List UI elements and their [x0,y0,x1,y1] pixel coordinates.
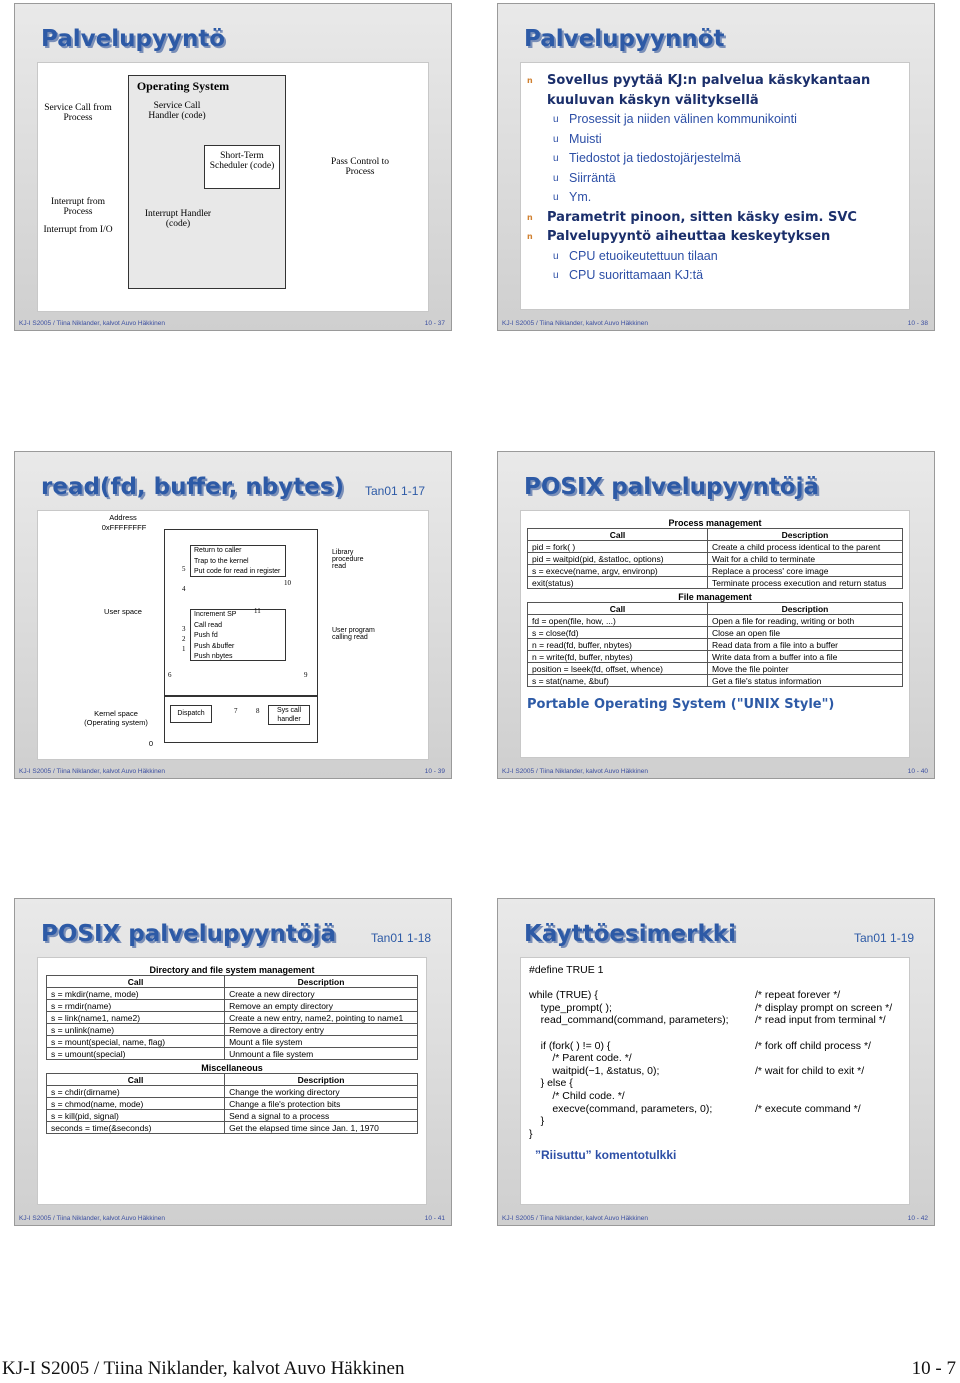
table-cell: Remove a directory entry [225,1024,418,1036]
code-text: #define TRUE 1 [529,964,604,976]
code-comment: /* wait for child to exit */ [755,1064,865,1077]
table-row [528,675,903,687]
code-line [529,1014,901,1027]
table-cell: Remove an empty directory [225,1000,418,1012]
trap-to-kernel: Trap to the kernel [194,557,249,565]
bullet-item: u Siirräntä [521,169,909,189]
slide-title: Käyttöesimerkki [524,921,736,947]
library-procedure-label: Library procedure read [332,549,364,570]
table-cell: Change a file's protection bits [225,1098,418,1110]
code-text: if (fork( ) != 0) { [529,1039,611,1052]
slide-content [520,62,910,310]
slide-tag: Tan01 1-19 [854,931,915,945]
code-note: ”Riisuttu” komentotulkki [535,1148,677,1163]
table-cell: s = execve(name, argv, environp) [528,565,708,577]
table-cell: Open a file for reading, writing or both [708,615,903,627]
table-row [528,553,903,565]
step-6: 6 [168,671,172,679]
code-text: read_command(command, parameters); [529,1014,729,1027]
table-cell: s = link(name1, name2) [47,1012,225,1024]
table-cell: s = stat(name, &buf) [528,675,708,687]
table-row [528,565,903,577]
user-program-box [190,609,286,661]
user-space-label: User space [104,607,142,616]
bullet-item: u Prosessit ja niiden välinen kommunikointi [521,110,909,130]
slide-title: Palvelupyynnöt [524,26,725,52]
step-4: 4 [182,585,186,593]
code-text: } else { [529,1077,573,1090]
table-cell: Unmount a file system [225,1048,418,1060]
step-2: 2 [182,635,186,643]
slide-content [37,510,429,760]
interrupt-handler: Interrupt Handler (code) [144,209,212,229]
table-row [528,663,903,675]
table-cell: exit(status) [528,577,708,589]
code-line [529,1040,901,1053]
step-5: 5 [182,565,186,573]
table-cell: pid = fork( ) [528,541,708,553]
table-row [528,577,903,589]
table-cell: Write data from a buffer into a file [708,651,903,663]
code-text: /* Parent code. */ [529,1052,632,1065]
table-cell: s = mount(special, name, flag) [47,1036,225,1048]
table-caption: Process management [668,518,762,528]
table-cell: s = kill(pid, signal) [47,1110,225,1122]
table-cell: Replace a process' core image [708,565,903,577]
put-code: Put code for read in register [194,568,281,575]
table-caption: File management [678,592,752,602]
push-nbytes: Push nbytes [194,653,233,660]
page-footer-left: KJ-I S2005 / Tiina Niklander, kalvot Auvo Häkkinen [2,1358,405,1379]
slide-title: POSIX palvelupyyntöjä [41,921,337,947]
code-comment: /* display prompt on screen */ [755,1001,893,1014]
code-line [529,1077,901,1090]
diagram-label-service-call: Service Call from Process [44,103,112,123]
table-row [528,651,903,663]
table-caption: Directory and file system management [149,965,315,975]
code-text: /* Child code. */ [529,1089,625,1102]
table-header: Description [708,603,903,615]
bullet-item: u CPU suorittamaan KJ:tä [521,266,909,286]
table-cell: s = chdir(dirname) [47,1086,225,1098]
slide-title: read(fd, buffer, nbytes) [41,474,345,500]
slide-42: Käyttöesimerkki Tan01 1-19 #define TRUE 1 while (TRUE) { /* repeat forever */ type_prompt( ); /* display prompt on screen */ read_command(command, parameters); /* read input from terminal */ if (fork( ) != 0) { /* fork off child process */ /* Parent code. */ waitpid(−1, &status, 0); /* wait for child to exit */ } else { /* Child code. */ execve(command, parameters, 0); /* execute command */ } } ”Riisuttu” komentotulkki KJ-I S2005 / Tiina Niklander, kalvot Auvo Häkkinen 10 - 42 [497,898,935,1226]
table-row [47,1000,418,1012]
slide-note: Portable Operating System ("UNIX Style") [527,697,835,712]
table-cell: s = rmdir(name) [47,1000,225,1012]
table-header: Description [708,529,903,541]
code-text: } [529,1127,533,1140]
syscall-table [46,975,418,1060]
push-buffer: Push &buffer [194,642,235,650]
code-line [529,1002,901,1015]
table-cell: Get the elapsed time since Jan. 1, 1970 [225,1122,418,1134]
code-line [529,1027,901,1040]
table-cell: Read data from a file into a buffer [708,639,903,651]
code-comment: /* read input from terminal */ [755,1014,886,1027]
bullet-item: n Parametrit pinoon, sitten käsky esim. SVC [521,208,909,228]
table-header: Description [225,1074,418,1086]
address-label: Address [109,513,137,522]
table-cell: s = unlink(name) [47,1024,225,1036]
dispatch-label: Dispatch [177,710,205,717]
table-cell: Change the working directory [225,1086,418,1098]
code-line [529,989,901,1002]
table-row [528,615,903,627]
table-cell: Close an open file [708,627,903,639]
table-header: Call [528,603,708,615]
table-row [528,541,903,553]
syscall-table [527,528,903,589]
table-row [47,1098,418,1110]
code-line [529,1115,901,1128]
increment-sp: Increment SP [194,611,237,618]
bullet-item: u CPU etuoikeutettuun tilaan [521,247,909,267]
table-header: Call [47,1074,225,1086]
slide-tag: Tan01 1-18 [371,931,432,945]
table-cell: Create a child process identical to the parent [708,541,903,553]
bullet-item: u Tiedostot ja tiedostojärjestelmä [521,149,909,169]
code-comment: /* fork off child process */ [755,1039,871,1052]
table-row [47,1086,418,1098]
table-cell: Create a new entry, name2, pointing to name1 [225,1012,418,1024]
slide-39: read(fd, buffer, nbytes) Tan01 1-17 Address 0xFFFFFFFF User space Kernel space (Operating system) 0 Return to caller Trap to the kernel Put code for read in register Increment SP Call read Push fd Push &buffer Push nbytes Library procedure read User program calling read Dispatch Sys call handler 1 2 3 4 5 6 7 8 9 10 11 KJ-I S2005 / Tiina Niklander, kalvot Auvo Häkkinen 10 - 39 [14,451,452,779]
kernel-space-label: Kernel space (Operating system) [84,709,148,727]
table-header: Call [47,976,225,988]
step-10: 10 [284,579,291,587]
bullet-item: n Palvelupyyntö aiheuttaa keskeytyksen [521,227,909,247]
table-header: Description [225,976,418,988]
step-7: 7 [234,707,238,715]
slide-content [520,957,910,1205]
table-row [47,1110,418,1122]
library-box [190,545,286,577]
bullet-item: u Ym. [521,188,909,208]
table-row [47,1012,418,1024]
table-cell: seconds = time(&seconds) [47,1122,225,1134]
syscall-table [527,602,903,687]
bullet-item: n Sovellus pyytää KJ:n palvelua käskykantaan kuuluvan käskyn välityksellä [521,71,909,110]
table-cell: s = mkdir(name, mode) [47,988,225,1000]
table-cell: position = lseek(fd, offset, whence) [528,663,708,675]
code-line [529,964,901,977]
table-row [47,1048,418,1060]
slide-title: Palvelupyyntö [41,26,226,52]
code-line [529,1052,901,1065]
slide-title: POSIX palvelupyyntöjä [524,474,820,500]
dispatch-box [170,705,212,723]
diagram-label-interrupt-io: Interrupt from I/O [43,225,113,235]
service-call-handler: Service Call Handler (code) [148,101,206,121]
slide-content [520,510,910,758]
code-line [529,1090,901,1103]
table-cell: Terminate process execution and return status [708,577,903,589]
table-row [47,1122,418,1134]
table-cell: Get a file's status information [708,675,903,687]
slide-41: POSIX palvelupyyntöjä Tan01 1-18 Directory and file system management Call Description s = mkdir(name, mode) Create a new directory s = rmdir(name) Remove an empty directory s = link(name1, name2) Create a new entry, name2, pointing to name1 s = unlink(name) Remove a directory entry s = mount(special, name, flag) Mount a file system s = umount(special) Unmount a file system Miscellaneous Call Description s = chdir(dirname) Change the working directory s = chmod(name, mode) Change a file's protection bits s = kill(pid, signal) Send a signal to a process seconds = time(&seconds) Get the elapsed time since Jan. 1, 1970 KJ-I S2005 / Tiina Niklander, kalvot Auvo Häkkinen 10 - 41 [14,898,452,1226]
code-comment: /* repeat forever */ [755,989,841,1002]
code-text: while (TRUE) { [529,989,598,1002]
push-fd: Push fd [194,632,218,639]
step-1: 1 [182,645,186,653]
table-cell: n = write(fd, buffer, nbytes) [528,651,708,663]
bullet-item: u Muisti [521,130,909,150]
code-listing [529,964,901,1140]
table-cell: Move the file pointer [708,663,903,675]
table-row [47,1024,418,1036]
address-zero: 0 [148,739,154,748]
code-line [529,1103,901,1116]
diagram-label-interrupt-process: Interrupt from Process [50,197,106,217]
table-row [528,627,903,639]
call-read: Call read [194,621,223,629]
user-program-label: User program calling read [332,627,375,641]
code-comment: /* execute command */ [755,1102,861,1115]
code-text: execve(command, parameters, 0); [529,1102,713,1115]
scheduler-label: Short-Term Scheduler (code) [209,151,275,171]
slide-38: Palvelupyynnöt n Sovellus pyytää KJ:n palvelua käskykantaan kuuluvan käskyn välityksellä u Prosessit ja niiden välinen kommunikointi u Muisti u Tiedostot ja tiedostojärjestelmä u Siirräntä u Ym. n Parametrit pinoon, sitten käsky esim. SVC n Palvelupyyntö aiheuttaa keskeytyksen u CPU etuoikeutettuun tilaan u CPU suorittamaan KJ:tä KJ-I S2005 / Tiina Niklander, kalvot Auvo Häkkinen 10 - 38 [497,3,935,331]
code-line [529,977,901,990]
slide-content [37,62,429,312]
step-8: 8 [256,707,260,715]
code-line [529,1065,901,1078]
slide-40: POSIX palvelupyyntöjä Process management Call Description pid = fork( ) Create a child process identical to the parent pid = waitpid(pid, &statloc, options) Wait for a child to terminate s = execve(name, argv, environp) Replace a process' core image exit(status) Terminate process execution and return status File management Call Description fd = open(file, how, ...) Open a file for reading, writing or both s = close(fd) Close an open file n = read(fd, buffer, nbytes) Read data from a file into a buffer n = write(fd, buffer, nbytes) Write data from a buffer into a file position = lseek(fd, offset, whence) Move the file pointer s = stat(name, &buf) Get a file's status information Portable Operating System ("UNIX Style") KJ-I S2005 / Tiina Niklander, kalvot Auvo Häkkinen 10 - 40 [497,451,935,779]
table-cell: Send a signal to a process [225,1110,418,1122]
return-to-caller: Return to caller [194,547,242,554]
step-9: 9 [304,671,308,679]
table-cell: fd = open(file, how, ...) [528,615,708,627]
code-text: type_prompt( ); [529,1001,612,1014]
slide-tag: Tan01 1-17 [365,484,426,498]
syscall-handler-box [268,705,310,725]
page-footer-right: 10 - 7 [911,1358,956,1379]
table-row [47,988,418,1000]
table-header: Call [528,529,708,541]
code-line [529,1128,901,1141]
kernel-separator [164,695,318,697]
table-row [47,1036,418,1048]
table-cell: pid = waitpid(pid, &statloc, options) [528,553,708,565]
table-cell: s = chmod(name, mode) [47,1098,225,1110]
pass-control-label: Pass Control to Process [330,157,390,177]
syscall-table [46,1073,418,1134]
os-title: Operating System [136,79,230,93]
table-cell: s = close(fd) [528,627,708,639]
slide-37: Palvelupyyntö Service Call from Process Interrupt from Process Interrupt from I/O Operating System Service Call Handler (code) Short-Term Scheduler (code) Interrupt Handler (code) Pass Control to Process KJ-I S2005 / Tiina Niklander, kalvot Auvo Häkkinen 10 - 37 [14,3,452,331]
syscall-handler-label: Sys call handler [276,707,302,723]
slide-content [37,957,427,1205]
step-11: 11 [254,607,261,615]
table-cell: Create a new directory [225,988,418,1000]
table-cell: n = read(fd, buffer, nbytes) [528,639,708,651]
address-top: 0xFFFFFFFF [101,523,147,532]
table-cell: Wait for a child to terminate [708,553,903,565]
table-row [528,639,903,651]
code-text: } [529,1115,545,1128]
table-cell: s = umount(special) [47,1048,225,1060]
code-text: waitpid(−1, &status, 0); [529,1064,660,1077]
table-caption: Miscellaneous [201,1063,263,1073]
table-cell: Mount a file system [225,1036,418,1048]
step-3: 3 [182,625,186,633]
